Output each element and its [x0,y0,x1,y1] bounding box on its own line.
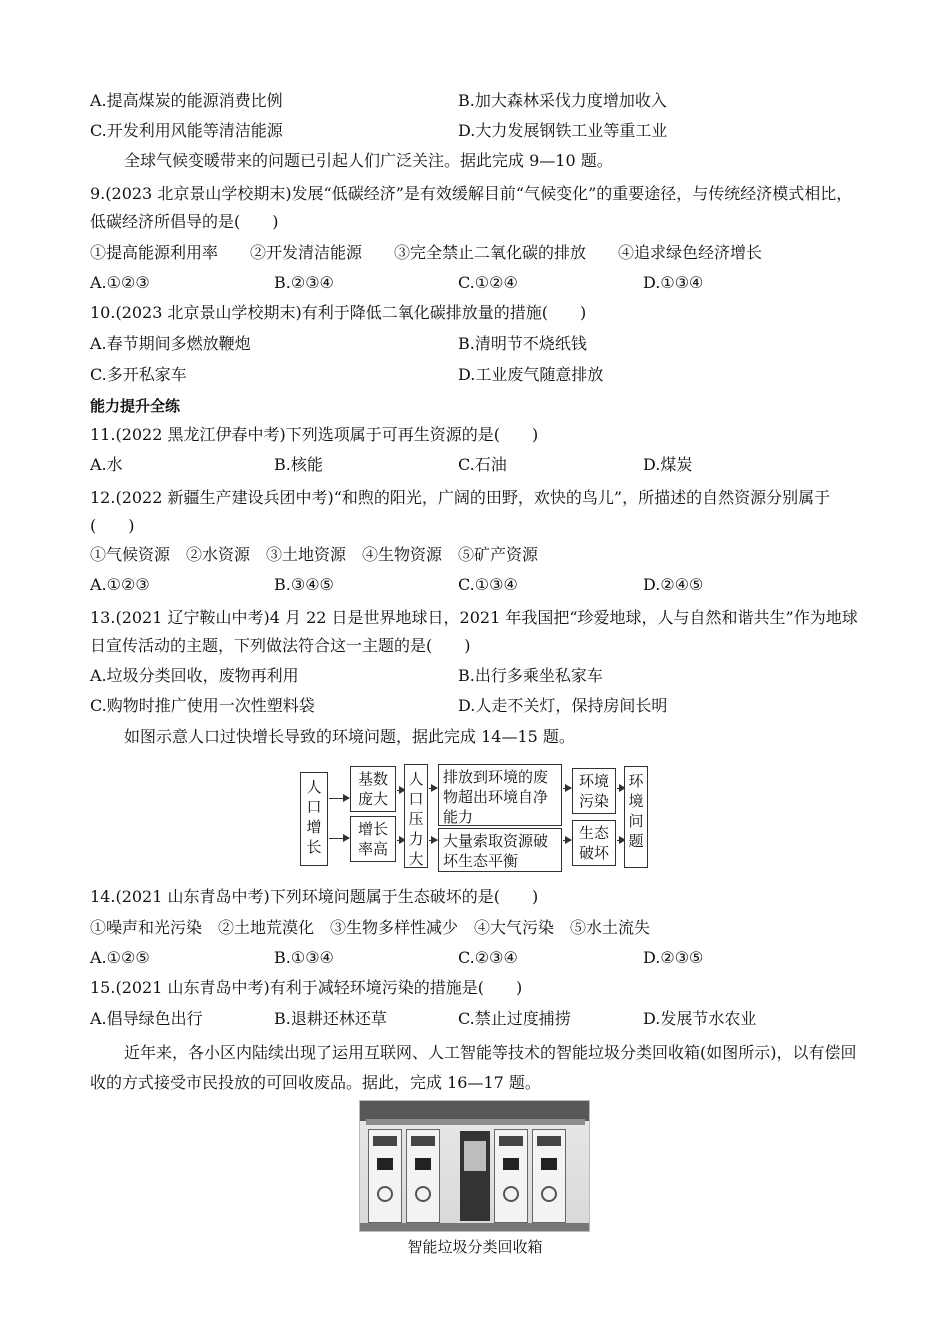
q10-stem: 10.(2023 北京景山学校期末)有利于降低二氧化碳排放量的措施( ) [90,303,587,322]
intro-14-15: 如图示意人口过快增长导致的环境问题，据此完成 14—15 题。 [124,727,575,746]
q11-option-b[interactable]: B.核能 [274,455,323,474]
q11-option-c[interactable]: C.石油 [458,455,507,474]
intro-9-10: 全球气候变暖带来的问题已引起人们广泛关注。据此完成 9—10 题。 [124,151,613,170]
box-large-base: 基数庞大 [350,766,396,812]
q15-options [90,1008,860,1030]
box-resource-exploitation: 大量索取资源破坏生态平衡 [438,828,562,872]
q12-stem: 12.(2022 新疆生产建设兵团中考)“和煦的阳光，广阔的田野，欢快的鸟儿”，所描述的自然资源分别属于( ) [90,488,831,535]
q11-stem: 11.(2022 黑龙江伊春中考)下列选项属于可再生资源的是( ) [90,425,539,444]
q14-stem: 14.(2021 山东青岛中考)下列环境问题属于生态破坏的是( ) [90,887,539,906]
q14-option-c[interactable]: C.②③④ [458,948,518,967]
section-title: 能力提升全练 [90,397,181,415]
photo-caption: 智能垃圾分类回收箱 [407,1238,543,1256]
box-population-growth: 人口增长 [300,772,328,866]
q11-option-d[interactable]: D.煤炭 [643,455,693,474]
arrow-to-large-base [329,798,349,799]
q9-option-a[interactable]: A.①②③ [90,273,150,292]
smart-recycling-bin-image [359,1100,590,1232]
box-waste-emission: 排放到环境的废物超出环境自净能力 [438,764,562,826]
box-environmental-pollution: 环境污染 [572,768,616,814]
recycle-icon [415,1186,431,1202]
q12-option-d[interactable]: D.②④⑤ [643,575,704,594]
q10-option-c[interactable]: C.多开私家车 [90,365,187,384]
bin-base [360,1223,590,1232]
q10-option-d[interactable]: D.工业废气随意排放 [458,365,604,384]
arrow-to-exploit [429,840,437,841]
bin-compartment [494,1129,528,1223]
q13-option-a[interactable]: A.垃圾分类回收，废物再利用 [90,666,299,685]
bin-control-screen [460,1131,490,1221]
bin-roof [360,1101,590,1121]
q8-options-row-1 [90,90,860,112]
bin-compartment [368,1129,402,1223]
q14-items: ①噪声和光污染 ②土地荒漠化 ③生物多样性减少 ④大气污染 ⑤水土流失 [90,918,651,937]
q10-options-row-1 [90,333,860,355]
box-high-rate: 增长率高 [350,816,396,862]
q10-options-row-2 [90,364,860,386]
q8-options-row-2 [90,120,860,142]
q14-option-b[interactable]: B.①③④ [274,948,334,967]
box-ecological-damage: 生态破坏 [572,820,616,866]
q13-options-row-2 [90,695,860,717]
q13-stem: 13.(2021 辽宁鞍山中考)4 月 22 日是世界地球日，2021 年我国把“珍爱地球，人与自然和谐共生”作为地球日宣传活动的主题，下列做法符合这一主题的是( ) [90,608,858,655]
q14-option-a[interactable]: A.①②⑤ [90,948,150,967]
q13-option-c[interactable]: C.购物时推广使用一次性塑料袋 [90,696,315,715]
population-environment-diagram [300,764,740,874]
q13-option-b[interactable]: B.出行多乘坐私家车 [458,666,603,685]
q13-options-row-1 [90,665,860,687]
recycle-icon [503,1186,519,1202]
q12-option-a[interactable]: A.①②③ [90,575,150,594]
arrow-to-pollution [563,788,571,789]
recycle-icon [541,1186,557,1202]
q9-option-c[interactable]: C.①②④ [458,273,518,292]
q12-items: ①气候资源 ②水资源 ③土地资源 ④生物资源 ⑤矿产资源 [90,545,539,564]
q12-options [90,574,860,596]
q15-option-a[interactable]: A.倡导绿色出行 [90,1009,203,1028]
arrow-to-emission [429,788,437,789]
q15-stem: 15.(2021 山东青岛中考)有利于减轻环境污染的措施是( ) [90,978,523,997]
q9-options [90,272,860,294]
q14-option-d[interactable]: D.②③⑤ [643,948,704,967]
q8-option-d[interactable]: D.大力发展钢铁工业等重工业 [458,121,668,140]
bin-compartment [406,1129,440,1223]
q11-option-a[interactable]: A.水 [90,455,123,474]
q9-stem: 9.(2023 北京景山学校期末)发展“低碳经济”是有效缓解目前“气候变化”的重要途径，与传统经济模式相比，低碳经济所倡导的是( ) [90,184,853,231]
q9-option-b[interactable]: B.②③④ [274,273,334,292]
q8-option-c[interactable]: C.开发利用风能等清洁能源 [90,121,283,140]
q12-option-c[interactable]: C.①③④ [458,575,518,594]
q12-option-b[interactable]: B.③④⑤ [274,575,334,594]
intro-16-17: 近年来，各小区内陆续出现了运用互联网、人工智能等技术的智能垃圾分类回收箱(如图所示)，以有偿回收的方式接受市民投放的可回收废品。据此，完成 16—17 题。 [90,1043,857,1092]
q15-option-d[interactable]: D.发展节水农业 [643,1009,757,1028]
arrow-to-high-rate [329,838,349,839]
bin-roof-trim [366,1119,585,1125]
q11-options [90,454,860,476]
q15-option-b[interactable]: B.退耕还林还草 [274,1009,387,1028]
q10-option-b[interactable]: B.清明节不烧纸钱 [458,334,587,353]
q8-option-a[interactable]: A.提高煤炭的能源消费比例 [90,91,283,110]
q9-items: ①提高能源利用率 ②开发清洁能源 ③完全禁止二氧化碳的排放 ④追求绿色经济增长 [90,243,763,262]
box-population-pressure: 人口压力大 [404,764,428,868]
arrow-to-damage [563,840,571,841]
q8-option-b[interactable]: B.加大森林采伐力度增加收入 [458,91,667,110]
q10-option-a[interactable]: A.春节期间多燃放鞭炮 [90,334,251,353]
q9-option-d[interactable]: D.①③④ [643,273,704,292]
q13-option-d[interactable]: D.人走不关灯，保持房间长明 [458,696,668,715]
q14-options [90,947,860,969]
box-environmental-problem: 环境问题 [624,766,648,868]
recycle-icon [377,1186,393,1202]
q15-option-c[interactable]: C.禁止过度捕捞 [458,1009,571,1028]
bin-compartment [532,1129,566,1223]
